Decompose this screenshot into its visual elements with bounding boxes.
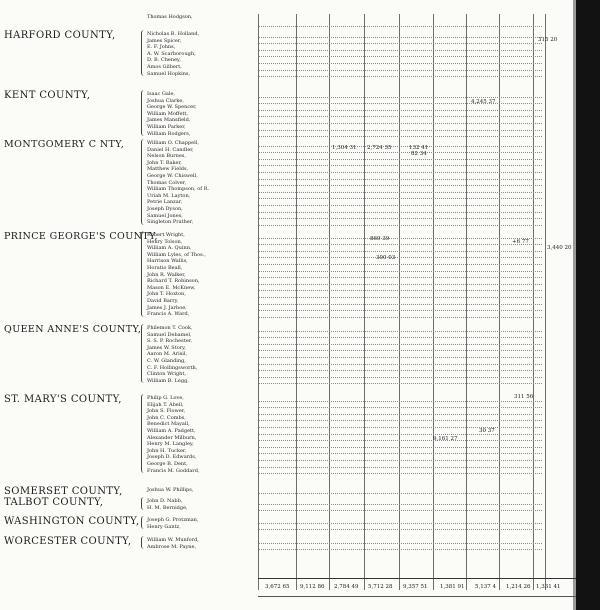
column-rule xyxy=(545,14,546,590)
officer-name: Uriah M. Layton, xyxy=(147,192,191,199)
officer-name: Horatio Beall, xyxy=(147,265,183,271)
officer-name: Samuel Hopkins, xyxy=(147,70,191,77)
officer-name: William B. Legg, xyxy=(147,377,189,384)
officer-name: John T. Baker, xyxy=(147,159,182,166)
officer-name: James Spicer, xyxy=(147,37,182,44)
leader-row xyxy=(259,504,542,511)
amount-entry: 315 20 xyxy=(538,37,558,43)
officer-name: Robert Wright, xyxy=(147,232,185,238)
officer-name: James Mansfield, xyxy=(147,117,191,124)
officer-name: C. W. Glanding, xyxy=(147,358,186,364)
total-value: 5,137 4 xyxy=(475,584,496,590)
county-bracket xyxy=(141,90,145,136)
amount-entry: 311 56 xyxy=(514,394,534,400)
officer-name: John T. Hoxton, xyxy=(147,291,186,298)
officer-name: D. B. Cheney, xyxy=(147,57,181,64)
officer-name: S. S. P. Rochester, xyxy=(147,338,193,345)
officer-name: H. M. Bernidge, xyxy=(147,504,188,511)
county-bracket xyxy=(141,30,145,76)
county-label: HARFORD COUNTY, xyxy=(4,30,116,41)
leader-row xyxy=(259,20,542,27)
officer-name: Elijah T. Abell, xyxy=(147,401,184,408)
county-bracket xyxy=(141,536,145,549)
officer-name: George W. Spencer, xyxy=(147,104,197,111)
officer-name: Daniel H. Candler, xyxy=(147,146,194,153)
officer-name: John S. Flower, xyxy=(147,408,186,415)
total-value: 1,381 91 xyxy=(440,584,465,590)
officer-name: George B. Dent, xyxy=(147,461,188,467)
county-label: KENT COUNTY, xyxy=(4,90,91,101)
officer-name: Ambrose M. Payne, xyxy=(147,543,197,550)
amount-entry: 30 37 xyxy=(479,428,495,434)
county-bracket xyxy=(141,394,145,473)
county-label: TALBOT COUNTY, xyxy=(4,497,104,508)
county-label: MONTGOMERY C NTY, xyxy=(4,139,125,150)
header-name: Thomas Hodgson, xyxy=(147,14,193,20)
officer-name: John H. Tucker, xyxy=(147,447,187,454)
officer-name: William Thompson, of R. xyxy=(147,186,210,193)
officer-name: Philemon T. Cook, xyxy=(147,325,193,331)
officer-name: Joseph Dyson, xyxy=(147,206,183,212)
county-label: SOMERSET COUNTY, xyxy=(4,486,123,497)
county-label: QUEEN ANNE'S COUNTY, xyxy=(4,324,142,335)
officer-name: William W. Munford, xyxy=(147,537,199,543)
amount-entry: 1,304 31 xyxy=(332,145,357,151)
officer-name: Nelson Burnes, xyxy=(147,153,186,160)
officer-name: Mason E. McKnew, xyxy=(147,284,196,291)
officer-name: Joshua W. Phillips, xyxy=(147,487,194,493)
officer-name: William Parker, xyxy=(147,124,186,130)
amount-entry: 4,245 37 xyxy=(471,99,496,105)
leader-row xyxy=(259,70,542,77)
leader-row xyxy=(259,543,542,550)
amount-entry: 869 39 xyxy=(370,236,390,242)
officer-name: Harrison Wallis, xyxy=(147,258,188,265)
officer-name: Nicholas B. Holland, xyxy=(147,31,200,37)
amount-entry: 82 34 xyxy=(411,151,427,157)
county-label: ST. MARY'S COUNTY, xyxy=(4,394,122,405)
officer-name: Henry Gantz, xyxy=(147,523,181,530)
county-label: WORCESTER COUNTY, xyxy=(4,536,132,547)
officer-name: Samuel Jones, xyxy=(147,212,183,219)
officer-name: Alexander Milburn, xyxy=(147,434,197,441)
officer-name: Singleton Prather, xyxy=(147,219,194,226)
county-label: PRINCE GEORGE'S COUNTY, xyxy=(4,231,158,242)
officer-name: Henry Tolson, xyxy=(147,238,183,245)
officer-name: Joshua Clarke, xyxy=(147,97,184,104)
officer-name: Thomas Colver, xyxy=(147,179,187,186)
amount-entry: 2,724 35 xyxy=(367,145,392,151)
officer-name: Samuel Debamel, xyxy=(147,331,192,338)
total-value: 9,357 51 xyxy=(403,584,428,590)
amount-entry: 3,440 20 xyxy=(547,245,572,251)
leader-row xyxy=(259,467,542,474)
officer-name: David Barry, xyxy=(147,298,179,304)
officer-name: John R. Walker, xyxy=(147,271,186,278)
total-value: 9,112 86 xyxy=(300,584,325,590)
amount-entry: 132 41 xyxy=(409,145,429,151)
totals-rule xyxy=(258,578,576,579)
leader-row xyxy=(259,311,542,318)
county-bracket xyxy=(141,516,145,529)
amount-entry: 9,161 27 xyxy=(433,436,458,442)
officer-name: John C. Combs, xyxy=(147,414,186,421)
officer-name: Clinton Wright, xyxy=(147,371,186,378)
amount-entry: +6 77 xyxy=(512,239,529,245)
county-bracket xyxy=(141,324,145,383)
leader-row xyxy=(259,487,542,494)
leader-row xyxy=(259,377,542,384)
officer-name: John D. Nabb, xyxy=(147,498,183,504)
officer-name: Francis A. Ward, xyxy=(147,311,190,318)
total-value: 1,214 26 xyxy=(506,584,531,590)
officer-name: William A. Padgett, xyxy=(147,428,196,434)
officer-name: George W. Chiswell, xyxy=(147,173,198,179)
officer-name: Amos Gilbert, xyxy=(147,64,182,70)
officer-name: William Rodgers, xyxy=(147,130,191,137)
officer-name: Joseph G. Protzman, xyxy=(147,517,199,523)
officer-name: William A. Quinn, xyxy=(147,245,192,252)
officer-name: Philip G. Love, xyxy=(147,395,184,401)
officer-name: Benedict Mayall, xyxy=(147,421,190,428)
county-bracket xyxy=(141,497,145,510)
total-value: 5,712 28 xyxy=(368,584,393,590)
officer-name: A. W. Scarborough, xyxy=(147,50,196,57)
officer-name: E. F. Johns, xyxy=(147,44,176,51)
officer-name: Petrie Lanzar, xyxy=(147,199,183,206)
officer-name: James W. Story, xyxy=(147,344,186,351)
officer-name: Isaac Gale, xyxy=(147,91,176,97)
county-bracket xyxy=(141,139,145,225)
leader-row xyxy=(259,130,542,137)
officer-name: Henry M. Langley, xyxy=(147,441,194,448)
county-bracket xyxy=(141,231,145,317)
officer-name: James J. Jarboe, xyxy=(147,304,187,311)
officer-name: Richard T. Robinson, xyxy=(147,278,200,285)
amount-entry: 300 03 xyxy=(376,255,396,261)
officer-name: Joseph D. Edwards, xyxy=(147,454,197,461)
totals-rule xyxy=(258,596,576,597)
officer-name: William Moffett, xyxy=(147,110,189,117)
leader-row xyxy=(259,219,542,226)
officer-name: William Lyles, of Thos., xyxy=(147,251,206,258)
officer-name: Francis M. Goddard, xyxy=(147,467,200,474)
binding-edge xyxy=(576,0,600,610)
officer-name: Matthew Fields, xyxy=(147,166,189,173)
total-value: 3,672 65 xyxy=(265,584,290,590)
county-label: WASHINGTON COUNTY, xyxy=(4,516,140,527)
officer-name: Aaron M. Arisil, xyxy=(147,351,188,358)
total-value: 1,331 41 xyxy=(536,584,561,590)
officer-name: C. F. Hollingsworth, xyxy=(147,364,198,371)
officer-name: William O. Chappell, xyxy=(147,140,199,146)
total-value: 2,784 49 xyxy=(334,584,359,590)
leader-row xyxy=(259,523,542,530)
